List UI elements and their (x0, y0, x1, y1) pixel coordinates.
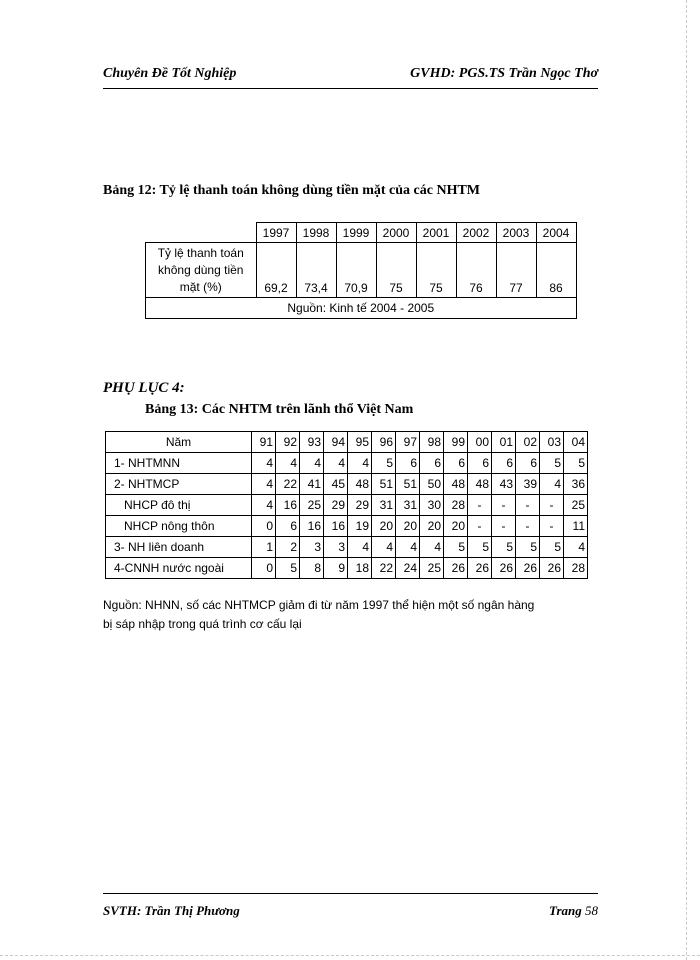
footer-page-number: 58 (585, 903, 598, 918)
table13-cell: 6 (276, 516, 300, 537)
header-title: Chuyên Đề Tốt Nghiệp (103, 66, 237, 81)
table13-row-label: 4-CNNH nước ngoài (106, 558, 252, 579)
table13-row (106, 495, 588, 516)
page-edge-bottom (0, 955, 700, 956)
table13-row-label: NHCP đô thị (106, 495, 252, 516)
table13-cell: 4 (324, 453, 348, 474)
table12-source: Nguồn: Kinh tế 2004 - 2005 (146, 298, 577, 319)
table13-row (106, 474, 588, 495)
page-header (103, 66, 598, 89)
table13-header-label: Năm (106, 432, 252, 453)
table13-cell: 41 (300, 474, 324, 495)
page-footer (103, 893, 598, 924)
table13-cell: 16 (276, 495, 300, 516)
table12-value: 73,4 (296, 243, 336, 298)
table13-cell: 16 (324, 516, 348, 537)
table13-cell: 4 (396, 537, 420, 558)
table13-year: 92 (276, 432, 300, 453)
table13-cell: 4 (540, 474, 564, 495)
table13-cell: 6 (468, 453, 492, 474)
table13-cell: 5 (372, 453, 396, 474)
table13-cell: 18 (348, 558, 372, 579)
table13 (105, 431, 588, 579)
table13-cell: 5 (540, 453, 564, 474)
table13-cell: - (540, 516, 564, 537)
table13-cell: - (516, 516, 540, 537)
table13-cell: 51 (396, 474, 420, 495)
table13-cell: 6 (516, 453, 540, 474)
table13-cell: 5 (516, 537, 540, 558)
table13-cell: 22 (372, 558, 396, 579)
table12-value: 75 (376, 243, 416, 298)
table13-cell: 24 (396, 558, 420, 579)
table12-year: 2000 (376, 223, 416, 243)
table13-cell: 48 (348, 474, 372, 495)
table13-year: 98 (420, 432, 444, 453)
table13-cell: 4 (348, 453, 372, 474)
table13-row-label: 2- NHTMCP (106, 474, 252, 495)
table13-cell: 26 (468, 558, 492, 579)
table13-cell: 5 (444, 537, 468, 558)
table13-cell: 20 (372, 516, 396, 537)
table13-cell: 5 (492, 537, 516, 558)
table13-cell: 48 (468, 474, 492, 495)
header-advisor: GVHD: PGS.TS Trần Ngọc Thơ (410, 66, 598, 81)
table12-year: 2003 (496, 223, 536, 243)
appendix-title: PHỤ LỤC 4: (103, 380, 185, 396)
table13-cell: 1 (252, 537, 276, 558)
table13-cell: 28 (444, 495, 468, 516)
table13-cell: 26 (516, 558, 540, 579)
table13-cell: 26 (540, 558, 564, 579)
table13-cell: 25 (300, 495, 324, 516)
table13-cell: 20 (444, 516, 468, 537)
table13-cell: 2 (276, 537, 300, 558)
table13-row (106, 558, 588, 579)
table13-cell: 29 (348, 495, 372, 516)
table12-value: 77 (496, 243, 536, 298)
table13-cell: 48 (444, 474, 468, 495)
table13-year: 04 (564, 432, 588, 453)
table12-row-label-line: mặt (%) (179, 280, 222, 294)
table13-cell: - (468, 516, 492, 537)
table13-cell: 28 (564, 558, 588, 579)
table13-year: 95 (348, 432, 372, 453)
table13-cell: - (468, 495, 492, 516)
table13-cell: 29 (324, 495, 348, 516)
table12-row-label-line: Tỷ lệ thanh toán (157, 246, 244, 260)
table13-year: 02 (516, 432, 540, 453)
table13-year: 91 (252, 432, 276, 453)
table13-body (106, 432, 588, 579)
table13-cell: 4 (276, 453, 300, 474)
table13-cell: 4 (372, 537, 396, 558)
table12-year: 2001 (416, 223, 456, 243)
table12-year: 1998 (296, 223, 336, 243)
table13-cell: 4 (564, 537, 588, 558)
table13-source-note (103, 596, 603, 634)
footer-page-word: Trang (549, 903, 582, 918)
table13-cell: 0 (252, 516, 276, 537)
table13-cell: 16 (300, 516, 324, 537)
table12-year: 2002 (456, 223, 496, 243)
table13-cell: 6 (444, 453, 468, 474)
table13-cell: 20 (420, 516, 444, 537)
table13-cell: - (492, 516, 516, 537)
table12-value: 76 (456, 243, 496, 298)
table12-year: 1999 (336, 223, 376, 243)
footer-page (549, 903, 598, 919)
table13-row-label: NHCP nông thôn (106, 516, 252, 537)
table13-cell: 11 (564, 516, 588, 537)
table13-cell: 31 (396, 495, 420, 516)
table13-cell: 30 (420, 495, 444, 516)
table13-year: 03 (540, 432, 564, 453)
table12-corner-cell (146, 223, 257, 243)
table13-cell: 4 (348, 537, 372, 558)
table13-cell: 43 (492, 474, 516, 495)
table13-year: 00 (468, 432, 492, 453)
table12-value: 75 (416, 243, 456, 298)
table13-caption: Bảng 13: Các NHTM trên lãnh thổ Việt Nam (145, 402, 414, 417)
table12-value: 86 (536, 243, 576, 298)
table13-cell: 26 (492, 558, 516, 579)
table13-cell: 31 (372, 495, 396, 516)
table12-source-row (146, 298, 577, 319)
table13-cell: 39 (516, 474, 540, 495)
table13-cell: 20 (396, 516, 420, 537)
table13-cell: 4 (252, 474, 276, 495)
table12-data-row (146, 243, 577, 298)
table12-value: 70,9 (336, 243, 376, 298)
table13-cell: 22 (276, 474, 300, 495)
table13-year: 99 (444, 432, 468, 453)
table13-year: 97 (396, 432, 420, 453)
table13-cell: 36 (564, 474, 588, 495)
table13-cell: - (516, 495, 540, 516)
table13-year: 01 (492, 432, 516, 453)
note-line: bị sáp nhập trong quá trình cơ cấu lại (103, 617, 302, 631)
table12-value: 69,2 (256, 243, 296, 298)
table13-cell: 6 (396, 453, 420, 474)
table13-cell: 25 (420, 558, 444, 579)
table13-cell: 6 (492, 453, 516, 474)
table13-cell: 3 (300, 537, 324, 558)
table13-cell: 5 (564, 453, 588, 474)
table13-cell: 45 (324, 474, 348, 495)
page-edge-right (686, 0, 687, 960)
table13-cell: 51 (372, 474, 396, 495)
table13-cell: 25 (564, 495, 588, 516)
table13-year: 96 (372, 432, 396, 453)
table13-cell: 4 (252, 495, 276, 516)
table13-row-label: 3- NH liên doanh (106, 537, 252, 558)
table12-row-label-line: không dùng tiền (158, 263, 244, 277)
table13-cell: 19 (348, 516, 372, 537)
table13-cell: 5 (468, 537, 492, 558)
table12-year: 2004 (536, 223, 576, 243)
table13-row (106, 537, 588, 558)
table13-cell: 9 (324, 558, 348, 579)
table12-row-label (146, 243, 257, 298)
table13-cell: 6 (420, 453, 444, 474)
table13-year: 94 (324, 432, 348, 453)
table13-row-label: 1- NHTMNN (106, 453, 252, 474)
table13-row (106, 453, 588, 474)
table12-caption: Bảng 12: Tỷ lệ thanh toán không dùng tiền mặt của các NHTM (103, 183, 481, 198)
table13-row (106, 516, 588, 537)
table13-cell: 26 (444, 558, 468, 579)
footer-author: SVTH: Trần Thị Phương (103, 903, 240, 918)
table13-cell: 8 (300, 558, 324, 579)
table13-cell: - (492, 495, 516, 516)
table13-cell: 5 (276, 558, 300, 579)
table12-year: 1997 (256, 223, 296, 243)
table13-cell: 4 (300, 453, 324, 474)
table13-header-row (106, 432, 588, 453)
table12 (145, 222, 577, 319)
table13-cell: 4 (420, 537, 444, 558)
note-line: Nguồn: NHNN, số các NHTMCP giảm đi từ năm 1997 thể hiện một số ngân hàng (103, 598, 535, 612)
table13-cell: 5 (540, 537, 564, 558)
table13-year: 93 (300, 432, 324, 453)
table13-cell: 0 (252, 558, 276, 579)
table13-cell: 50 (420, 474, 444, 495)
table12-header-row (146, 223, 577, 243)
table13-cell: - (540, 495, 564, 516)
table13-cell: 4 (252, 453, 276, 474)
table13-cell: 3 (324, 537, 348, 558)
